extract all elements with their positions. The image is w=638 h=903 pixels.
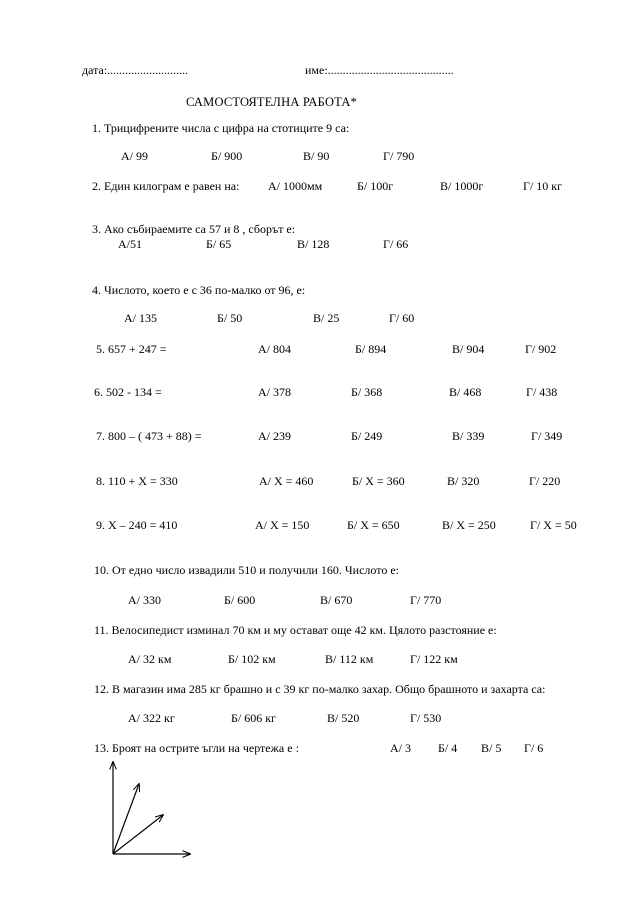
q6-option-c: В/ 468: [449, 385, 482, 399]
q10-option-b: Б/ 600: [224, 593, 256, 607]
q11-option-b: Б/ 102 км: [228, 652, 276, 666]
q11-option-c: В/ 112 км: [325, 652, 374, 666]
q8-option-a: А/ X = 460: [259, 474, 314, 488]
q2-option-c: В/ 1000г: [440, 179, 484, 193]
q5-option-b: Б/ 894: [355, 342, 387, 356]
q13-option-d: Г/ 6: [524, 741, 544, 755]
q3-option-b: Б/ 65: [206, 237, 232, 251]
q13-option-a: А/ 3: [390, 741, 411, 755]
q3-option-a: А/51: [118, 237, 142, 251]
name-field: име:..........................................: [305, 63, 454, 77]
q2-option-b: Б/ 100г: [357, 179, 394, 193]
q5-option-a: А/ 804: [258, 342, 291, 356]
question-5: 5. 657 + 247 =: [96, 342, 167, 356]
q1-option-a: А/ 99: [121, 149, 148, 163]
q11-option-d: Г/ 122 км: [410, 652, 458, 666]
q6-option-a: А/ 378: [258, 385, 291, 399]
q4-option-d: Г/ 60: [389, 311, 415, 325]
q13-option-c: В/ 5: [481, 741, 502, 755]
question-8: 8. 110 + X = 330: [96, 474, 178, 488]
q5-option-c: В/ 904: [452, 342, 485, 356]
question-10: 10. От едно число извадили 510 и получили 160. Числото е:: [94, 563, 399, 577]
question-1: 1. Трицифрените числа с цифра на стотиците 9 са:: [92, 121, 350, 135]
q9-option-b: Б/ X = 650: [347, 518, 400, 532]
page-title: САМОСТОЯТЕЛНА РАБОТА*: [186, 95, 358, 109]
question-11: 11. Велосипедист изминал 70 км и му остават още 42 км. Цялото разстояние е:: [94, 623, 497, 637]
q1-option-c: В/ 90: [303, 149, 330, 163]
q10-option-a: А/ 330: [128, 593, 161, 607]
q11-option-a: А/ 32 км: [128, 652, 172, 666]
q10-option-d: Г/ 770: [410, 593, 442, 607]
question-13: 13. Броят на острите ъгли на чертежа е :: [94, 741, 299, 755]
q7-option-b: Б/ 249: [351, 429, 383, 443]
q9-option-a: А/ X = 150: [255, 518, 310, 532]
q6-option-d: Г/ 438: [526, 385, 558, 399]
q2-option-d: Г/ 10 кг: [523, 179, 563, 193]
question-2: 2. Един килограм е равен на:: [92, 179, 240, 193]
q4-option-c: В/ 25: [313, 311, 340, 325]
q3-option-d: Г/ 66: [383, 237, 409, 251]
q7-option-c: В/ 339: [452, 429, 485, 443]
q8-option-d: Г/ 220: [529, 474, 561, 488]
question-12: 12. В магазин има 285 кг брашно и с 39 кг по-малко захар. Общо брашното и захарта са:: [94, 682, 546, 696]
question-4: 4. Числото, което е с 36 по-малко от 96, е:: [92, 283, 306, 297]
q7-option-a: А/ 239: [258, 429, 291, 443]
q9-option-c: В/ X = 250: [442, 518, 496, 532]
question-9: 9. X – 240 = 410: [96, 518, 178, 532]
q12-option-c: В/ 520: [327, 711, 360, 725]
q6-option-b: Б/ 368: [351, 385, 383, 399]
question-7: 7. 800 – ( 473 + 88) =: [96, 429, 202, 443]
q12-option-b: Б/ 606 кг: [231, 711, 276, 725]
q1-option-b: Б/ 900: [211, 149, 243, 163]
q8-option-b: Б/ X = 360: [352, 474, 405, 488]
q8-option-c: В/ 320: [447, 474, 480, 488]
q10-option-c: В/ 670: [320, 593, 353, 607]
q13-option-b: Б/ 4: [438, 741, 458, 755]
q3-option-c: В/ 128: [297, 237, 330, 251]
q1-option-d: Г/ 790: [383, 149, 415, 163]
question-3: 3. Ако събираемите са 57 и 8 , сборът е:: [92, 222, 296, 236]
q4-option-b: Б/ 50: [217, 311, 243, 325]
q7-option-d: Г/ 349: [531, 429, 563, 443]
q12-option-d: Г/ 530: [410, 711, 442, 725]
date-field: дата:...........................: [82, 63, 189, 77]
q12-option-a: А/ 322 кг: [128, 711, 175, 725]
question-6: 6. 502 - 134 =: [94, 385, 162, 399]
q2-option-a: А/ 1000мм: [268, 179, 323, 193]
q4-option-a: А/ 135: [124, 311, 157, 325]
q9-option-d: Г/ X = 50: [530, 518, 577, 532]
q5-option-d: Г/ 902: [525, 342, 557, 356]
